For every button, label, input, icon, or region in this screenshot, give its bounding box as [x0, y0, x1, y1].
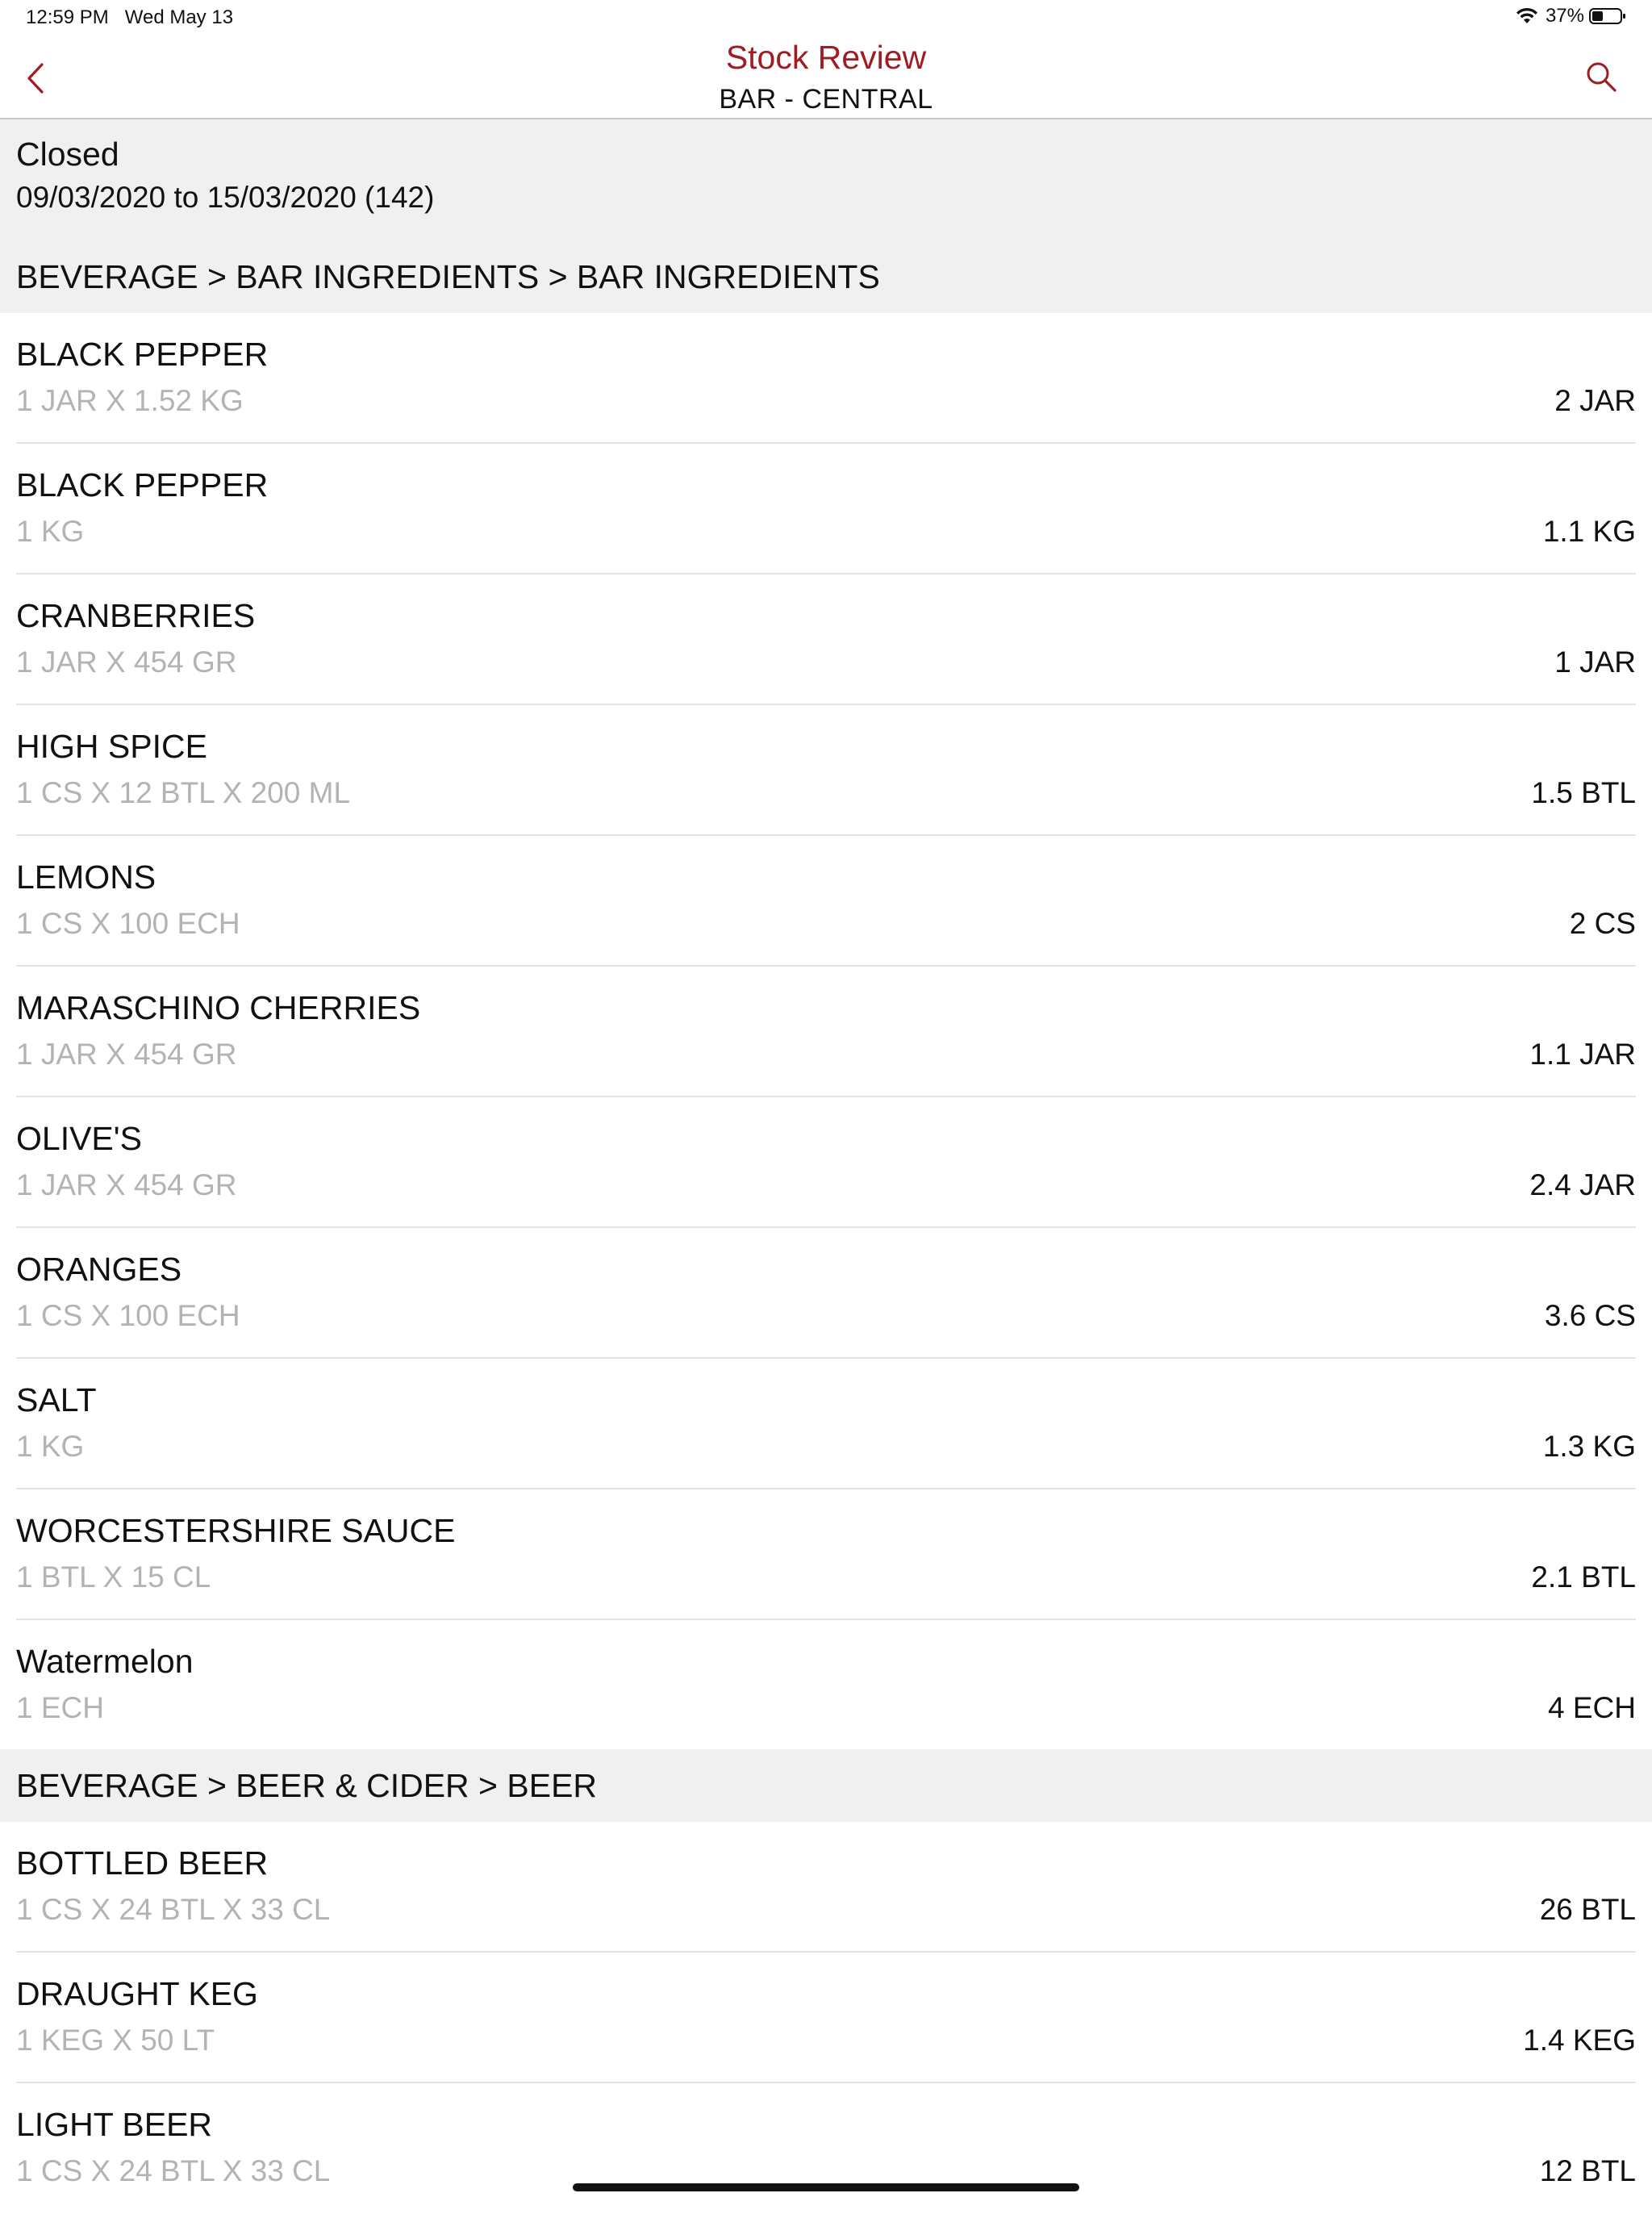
stock-item-row[interactable]: [0, 1620, 1652, 1751]
item-pack-size: 1 KEG X 50 LT: [16, 2024, 215, 2057]
item-name: BLACK PEPPER: [16, 466, 269, 503]
stock-item-row[interactable]: [0, 1822, 1652, 1953]
item-quantity: 2 CS: [1569, 907, 1636, 940]
item-quantity: 1.5 BTL: [1531, 776, 1636, 809]
item-name: SALT: [16, 1381, 97, 1418]
item-pack-size: 1 KG: [16, 1430, 85, 1463]
item-pack-size: 1 CS X 24 BTL X 33 CL: [16, 1893, 331, 1926]
stock-item-row[interactable]: [0, 705, 1652, 836]
stock-item-row[interactable]: [0, 1359, 1652, 1489]
item-pack-size: 1 JAR X 1.52 KG: [16, 384, 244, 417]
item-pack-size: 1 JAR X 454 GR: [16, 645, 237, 679]
item-quantity: 2.1 BTL: [1531, 1560, 1636, 1594]
section-header: BEVERAGE > BAR INGREDIENTS > BAR INGREDIENTS: [0, 240, 1652, 313]
wifi-icon: [1515, 7, 1539, 25]
item-name: BLACK PEPPER: [16, 336, 269, 373]
item-pack-size: 1 JAR X 454 GR: [16, 1038, 237, 1071]
item-name: LEMONS: [16, 858, 156, 896]
item-name: DRAUGHT KEG: [16, 1975, 258, 2012]
section-header: BEVERAGE > BEER & CIDER > BEER: [0, 1749, 1652, 1822]
item-pack-size: 1 ECH: [16, 1691, 104, 1724]
item-quantity: 1.3 KG: [1542, 1430, 1636, 1463]
item-quantity: 2.4 JAR: [1529, 1168, 1636, 1201]
stock-item-row[interactable]: [0, 967, 1652, 1097]
item-quantity: 1.1 KG: [1542, 515, 1636, 548]
item-name: HIGH SPICE: [16, 728, 207, 765]
item-pack-size: 1 BTL X 15 CL: [16, 1560, 211, 1594]
status-time: [26, 6, 233, 29]
stock-item-row[interactable]: [0, 1953, 1652, 2083]
item-name: MARASCHINO CHERRIES: [16, 989, 421, 1026]
navigation-bar: [0, 39, 1652, 119]
item-pack-size: 1 CS X 100 ECH: [16, 1299, 240, 1332]
item-name: WORCESTERSHIRE SAUCE: [16, 1512, 456, 1549]
search-button[interactable]: [1584, 60, 1620, 95]
review-status: Closed: [16, 136, 119, 173]
page-subtitle: BAR - CENTRAL: [719, 84, 933, 115]
item-name: LIGHT BEER: [16, 2106, 213, 2143]
item-pack-size: 1 JAR X 454 GR: [16, 1168, 237, 1201]
item-pack-size: 1 CS X 100 ECH: [16, 907, 240, 940]
item-name: CRANBERRIES: [16, 597, 256, 634]
status-indicators: [1515, 5, 1626, 27]
status-clock: 12:59 PM: [26, 6, 109, 28]
item-quantity: 1 JAR: [1554, 645, 1636, 679]
page-title: Stock Review: [725, 39, 927, 76]
item-quantity: 12 BTL: [1539, 2154, 1636, 2187]
item-quantity: 26 BTL: [1539, 1893, 1636, 1926]
item-quantity: 3.6 CS: [1544, 1299, 1636, 1332]
item-pack-size: 1 CS X 24 BTL X 33 CL: [16, 2154, 331, 2187]
home-indicator[interactable]: [573, 2183, 1079, 2191]
review-date-range: 09/03/2020 to 15/03/2020 (142): [16, 181, 435, 214]
status-bar: [0, 0, 1652, 39]
stock-item-row[interactable]: [0, 574, 1652, 705]
battery-percent: 37%: [1545, 5, 1584, 27]
stock-item-row[interactable]: [0, 1097, 1652, 1228]
item-pack-size: 1 KG: [16, 515, 85, 548]
item-quantity: 1.1 JAR: [1529, 1038, 1636, 1071]
item-quantity: 2 JAR: [1554, 384, 1636, 417]
stock-item-row[interactable]: [0, 1489, 1652, 1620]
item-quantity: 4 ECH: [1548, 1691, 1636, 1724]
stock-item-row[interactable]: [0, 1228, 1652, 1359]
item-pack-size: 1 CS X 12 BTL X 200 ML: [16, 776, 351, 809]
item-name: Watermelon: [16, 1643, 194, 1680]
item-quantity: 1.4 KEG: [1523, 2024, 1636, 2057]
stock-item-row[interactable]: [0, 836, 1652, 967]
item-name: OLIVE'S: [16, 1120, 142, 1157]
stock-item-row[interactable]: [0, 444, 1652, 574]
stock-item-row[interactable]: [0, 2083, 1652, 2214]
battery-icon: [1589, 7, 1626, 25]
status-date: Wed May 13: [124, 6, 234, 28]
item-name: ORANGES: [16, 1251, 182, 1288]
item-name: BOTTLED BEER: [16, 1844, 269, 1882]
stock-item-row[interactable]: [0, 313, 1652, 444]
